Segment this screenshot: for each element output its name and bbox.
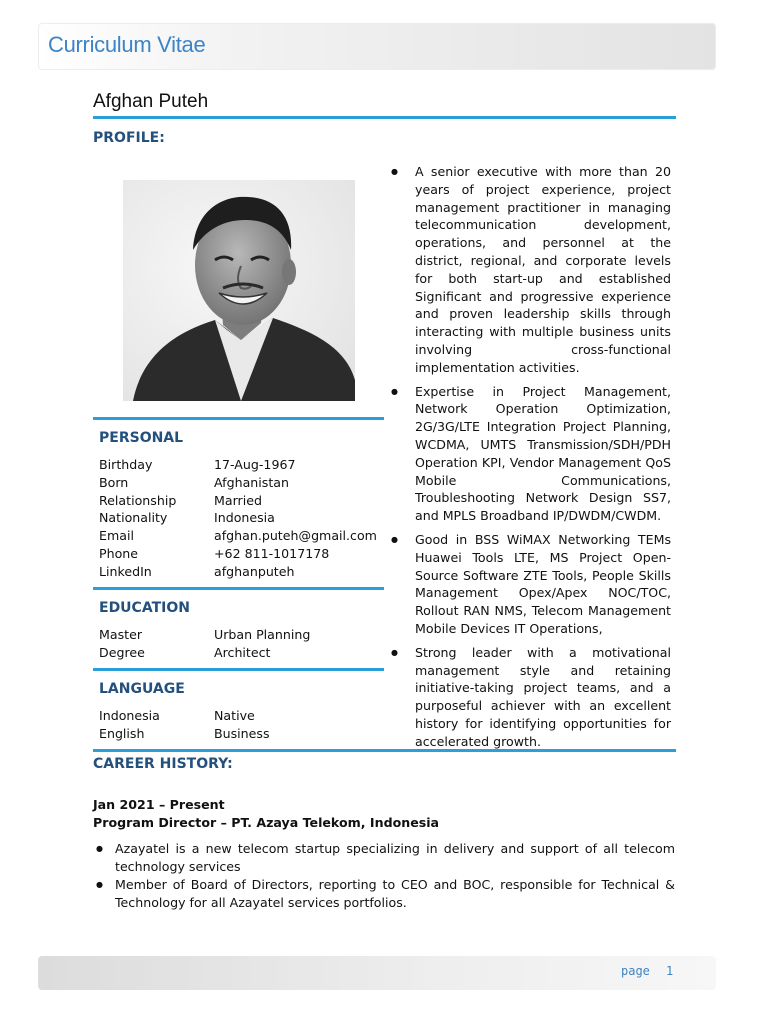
person-name: Afghan Puteh [93,91,209,112]
personal-heading: PERSONAL [99,430,184,446]
career-entry [93,796,675,912]
career-period: Jan 2021 – Present [93,797,225,812]
field-value: Business [214,725,270,741]
field-label: Born [99,474,129,490]
field-label: Nationality [99,510,168,526]
field-value: Married [214,492,262,508]
personal-row [99,509,377,527]
portrait-image [123,180,355,401]
personal-row [99,545,377,563]
education-row [99,626,310,644]
education-details [99,626,310,662]
personal-row [99,456,377,474]
career-heading: CAREER HISTORY: [93,756,233,772]
field-value: Native [214,708,255,723]
education-row [99,644,310,662]
profile-bullet: ● Expertise in Project Management, Network Operation Optimization, 2G/3G/LTE Integration Project Planning, WCDMA, UMTS Transmission/SDH/PDH Operation KPI, Vendor Management QoS Mobile Communications, Troubleshooting Network Design SS7, and MPLS Broadband IP/DWDM/CWDM. [388,383,671,525]
field-value: Urban Planning [214,627,311,642]
career-bullet: ● Member of Board of Directors, reporting to CEO and BOC, responsible for Technical & Technology for all Azayatel services portfolios. [93,876,675,912]
field-label: Phone [99,545,139,561]
field-label: Master [99,627,143,642]
profile-bullet: ● A senior executive with more than 20 years of project experience, project management practitioner in managing telecommunication development, operations, and personnel at the district, regional, and corporate levels for both start-up and established Significant and progressive experience and proven leadership skills through interacting with multiple business units involving cross-functional implementation activities. [388,163,671,377]
email-value: afghan.puteh@gmail.com [214,528,377,544]
career-divider [93,749,676,752]
career-role: Program Director – PT. Azaya Telekom, Indonesia [93,815,440,830]
footer-bar [38,956,716,990]
field-value: 17-Aug-1967 [214,457,296,472]
language-heading: LANGUAGE [99,681,185,697]
field-label: English [99,725,145,741]
profile-bullet: ● Good in BSS WiMAX Networking TEMs Huawei Tools LTE, MS Project Open-Source Software ZTE Tools, People Skills Management Opex/Apex NOC/TOC, Rollout RAN NMS, Telecom Management Mobile Devices IT Operations, [388,531,671,638]
field-label: Degree [99,644,145,660]
linkedin-value: afghanputeh [214,563,295,579]
personal-row [99,474,377,492]
field-value: Afghanistan [214,474,289,490]
profile-heading: PROFILE: [93,130,165,146]
field-value: Architect [214,644,271,660]
field-label: Indonesia [99,708,160,723]
field-label: Email [99,528,134,544]
page-label: page [621,964,650,978]
page-number: 1 [666,964,674,978]
personal-details [99,456,377,581]
education-divider [93,587,384,590]
education-heading: EDUCATION [99,600,190,616]
field-label: Birthday [99,457,153,472]
header-banner [38,23,716,70]
personal-row [99,527,377,545]
document-title: Curriculum Vitae [48,32,206,57]
personal-row [99,563,377,581]
profile-bullet: ● Strong leader with a motivational management style and retaining initiative-taking project teams, and a purposeful achiever with an excellent history for identifying opportunities for accelerated growth. [388,644,671,751]
phone-value: +62 811-1017178 [214,545,330,561]
field-label: LinkedIn [99,563,152,579]
profile-bullets [388,163,671,757]
personal-divider [93,417,384,420]
profile-photo [123,180,355,401]
career-bullet: ● Azayatel is a new telecom startup specializing in delivery and support of all telecom technology services [93,840,675,876]
field-label: Relationship [99,492,177,508]
language-divider [93,668,384,671]
name-divider [93,116,676,119]
language-row [99,707,270,725]
personal-row [99,492,377,510]
language-row [99,725,270,743]
field-value: Indonesia [214,510,275,526]
language-details [99,707,270,743]
